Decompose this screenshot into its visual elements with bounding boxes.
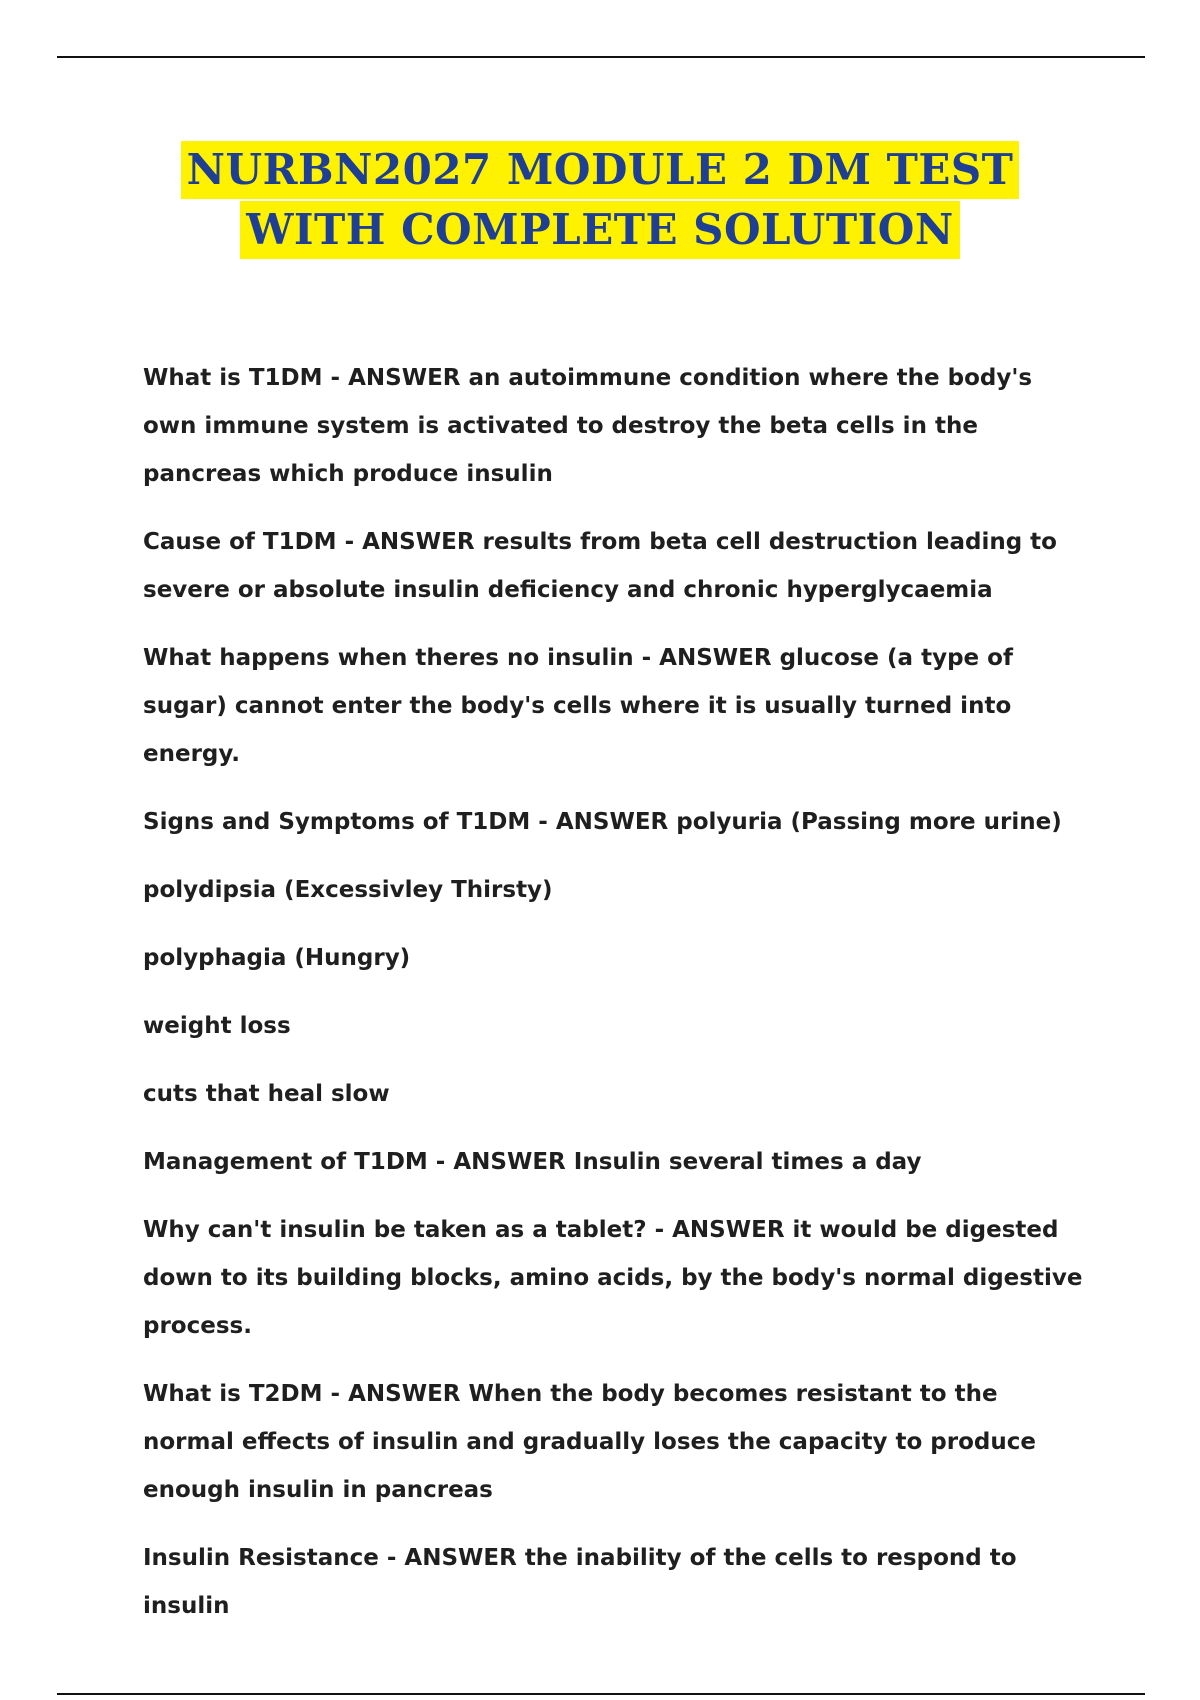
qa-item: What happens when theres no insulin - ANSWER glucose (a type of sugar) cannot enter the body's cells where it is usually turned into energy. xyxy=(143,645,1013,767)
bottom-divider xyxy=(57,1693,1145,1695)
qa-item: weight loss xyxy=(143,1013,291,1039)
qa-item: Why can't insulin be taken as a tablet? - ANSWER it would be digested down to its building blocks, amino acids, by the body's normal digestive process. xyxy=(143,1217,1083,1339)
qa-item: What is T2DM - ANSWER When the body becomes resistant to the normal effects of insulin and gradually loses the capacity to produce enough insulin in pancreas xyxy=(143,1381,1036,1503)
top-divider xyxy=(57,56,1145,58)
qa-item: Cause of T1DM - ANSWER results from beta cell destruction leading to severe or absolute insulin deficiency and chronic hyperglycaemia xyxy=(143,529,1057,603)
qa-item: Signs and Symptoms of T1DM - ANSWER polyuria (Passing more urine) xyxy=(143,809,1062,835)
document-title xyxy=(0,140,1200,260)
qa-item: cuts that heal slow xyxy=(143,1081,390,1107)
qa-item: Insulin Resistance - ANSWER the inability of the cells to respond to insulin xyxy=(143,1545,1017,1619)
title-line-2: WITH COMPLETE SOLUTION xyxy=(240,201,960,259)
qa-list xyxy=(143,354,1093,1650)
qa-item: polyphagia (Hungry) xyxy=(143,945,411,971)
qa-item: What is T1DM - ANSWER an autoimmune condition where the body's own immune system is activated to destroy the beta cells in the pancreas which produce insulin xyxy=(143,365,1033,487)
qa-item: polydipsia (Excessivley Thirsty) xyxy=(143,877,553,903)
qa-item: Management of T1DM - ANSWER Insulin several times a day xyxy=(143,1149,922,1175)
title-line-1: NURBN2027 MODULE 2 DM TEST xyxy=(181,141,1020,199)
